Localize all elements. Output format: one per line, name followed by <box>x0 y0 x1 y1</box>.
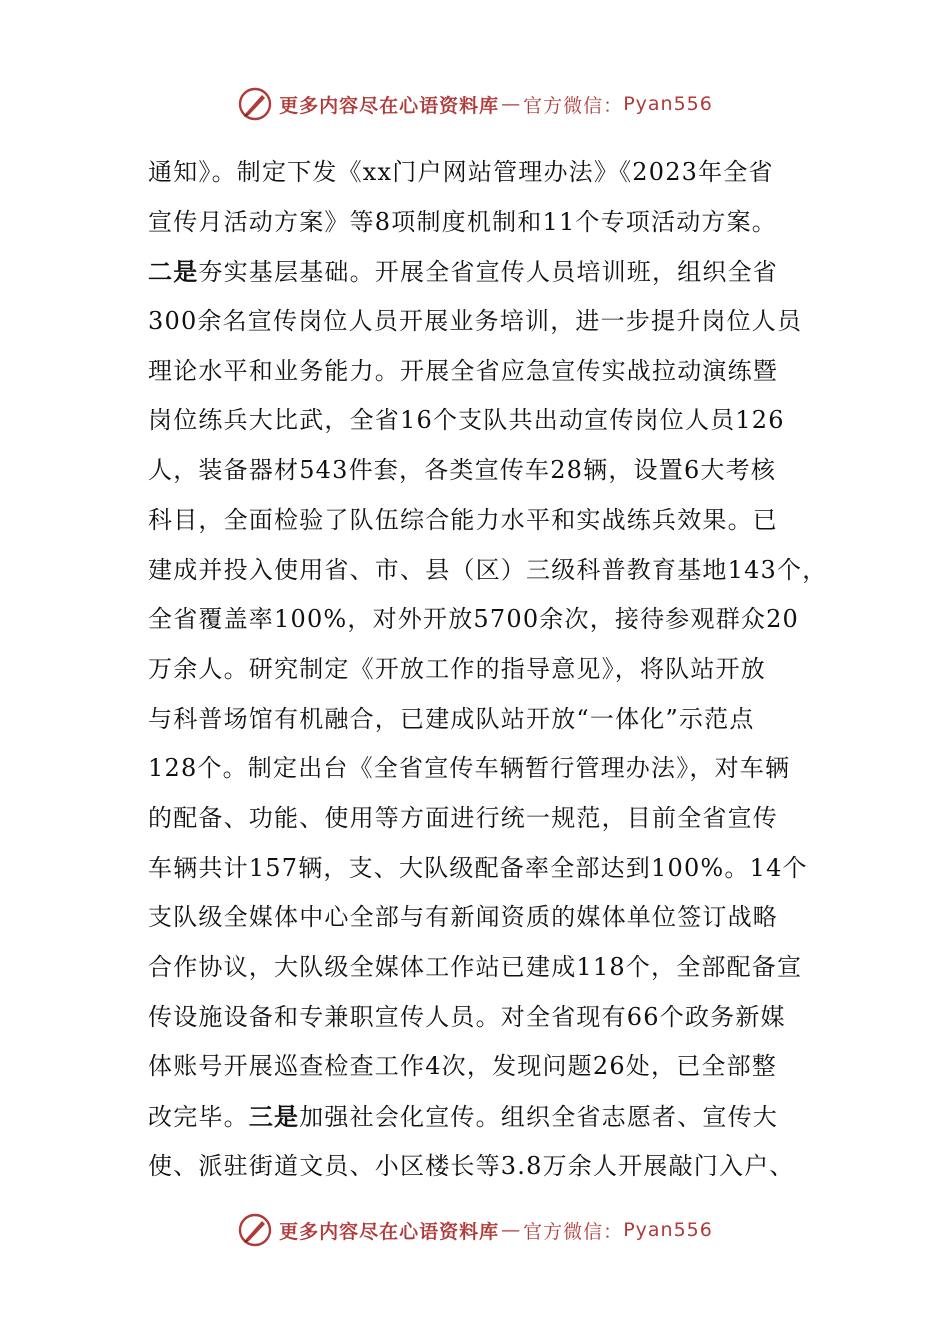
text-line: 人，装备器材543件套，各类宣传车28辆，设置6大考核 <box>148 456 777 485</box>
text-line: 使、派驻街道文员、小区楼长等3.8万余人开展敲门入户、 <box>148 1151 795 1180</box>
text-line: 宣传月活动方案》等8项制度机制和11个专项活动方案。 <box>148 207 778 236</box>
text-line: 300余名宣传岗位人员开展业务培训，进一步提升岗位人员 <box>148 307 803 336</box>
banner-brand: 更多内容尽在心语资料库 <box>279 94 500 117</box>
text-line: 理论水平和业务能力。开展全省应急宣传实战拉动演练暨 <box>148 356 778 385</box>
text-line: 体账号开展巡查检查工作4次，发现问题26处，已全部整 <box>148 1052 778 1081</box>
pen-seal-icon <box>237 1212 273 1248</box>
banner-separator: — <box>501 93 522 115</box>
banner-contact-id: Pyan556 <box>623 93 713 115</box>
text-line: 与科普场馆有机融合，已建成队站开放“一体化”示范点 <box>148 704 755 733</box>
text-line: 建成并投入使用省、市、县（区）三级科普教育基地143个， <box>148 555 828 584</box>
emphasis-label: 二是 <box>148 257 199 287</box>
text-line: 传设施设备和专兼职宣传人员。对全省现有66个政务新媒 <box>148 1002 786 1031</box>
text-line: 128个。制定出台《全省宣传车辆暂行管理办法》，对车辆 <box>148 754 791 783</box>
text-line: 的配备、功能、使用等方面进行统一规范，目前全省宣传 <box>148 803 778 832</box>
text-line: 岗位练兵大比武，全省16个支队共出动宣传岗位人员126 <box>148 406 785 435</box>
text-line: 全省覆盖率100%，对外开放5700余次，接待参观群众20 <box>148 605 800 634</box>
text-line: 通知》。制定下发《xx门户网站管理办法》《2023年全省 <box>148 158 774 186</box>
text-line: 二是夯实基层基础。开展全省宣传人员培训班，组织全省 <box>148 257 779 287</box>
text-line: 车辆共计157辆，支、大队级配备率全部达到100%。14个 <box>148 853 808 882</box>
banner-contact-label: 官方微信： <box>523 94 624 117</box>
pen-seal-icon <box>237 86 273 122</box>
text-line: 万余人。研究制定《开放工作的指导意见》，将队站开放 <box>148 654 766 683</box>
banner-brand: 更多内容尽在心语资料库 <box>279 1220 500 1243</box>
banner-contact-id: Pyan556 <box>623 1219 713 1241</box>
header-banner <box>0 84 950 124</box>
text-line: 科目，全面检验了队伍综合能力水平和实战练兵效果。已 <box>148 505 778 534</box>
emphasis-label: 三是 <box>248 1102 300 1132</box>
text-line: 改完毕。三是加强社会化宣传。组织全省志愿者、宣传大 <box>148 1102 779 1132</box>
text-line: 合作协议，大队级全媒体工作站已建成118个，全部配备宣 <box>148 953 803 981</box>
footer-banner <box>0 1210 950 1250</box>
banner-separator: — <box>501 1219 522 1241</box>
text-line: 支队级全媒体中心全部与有新闻资质的媒体单位签订战略 <box>148 903 778 932</box>
document-body <box>148 148 828 1191</box>
banner-contact-label: 官方微信： <box>523 1220 624 1243</box>
